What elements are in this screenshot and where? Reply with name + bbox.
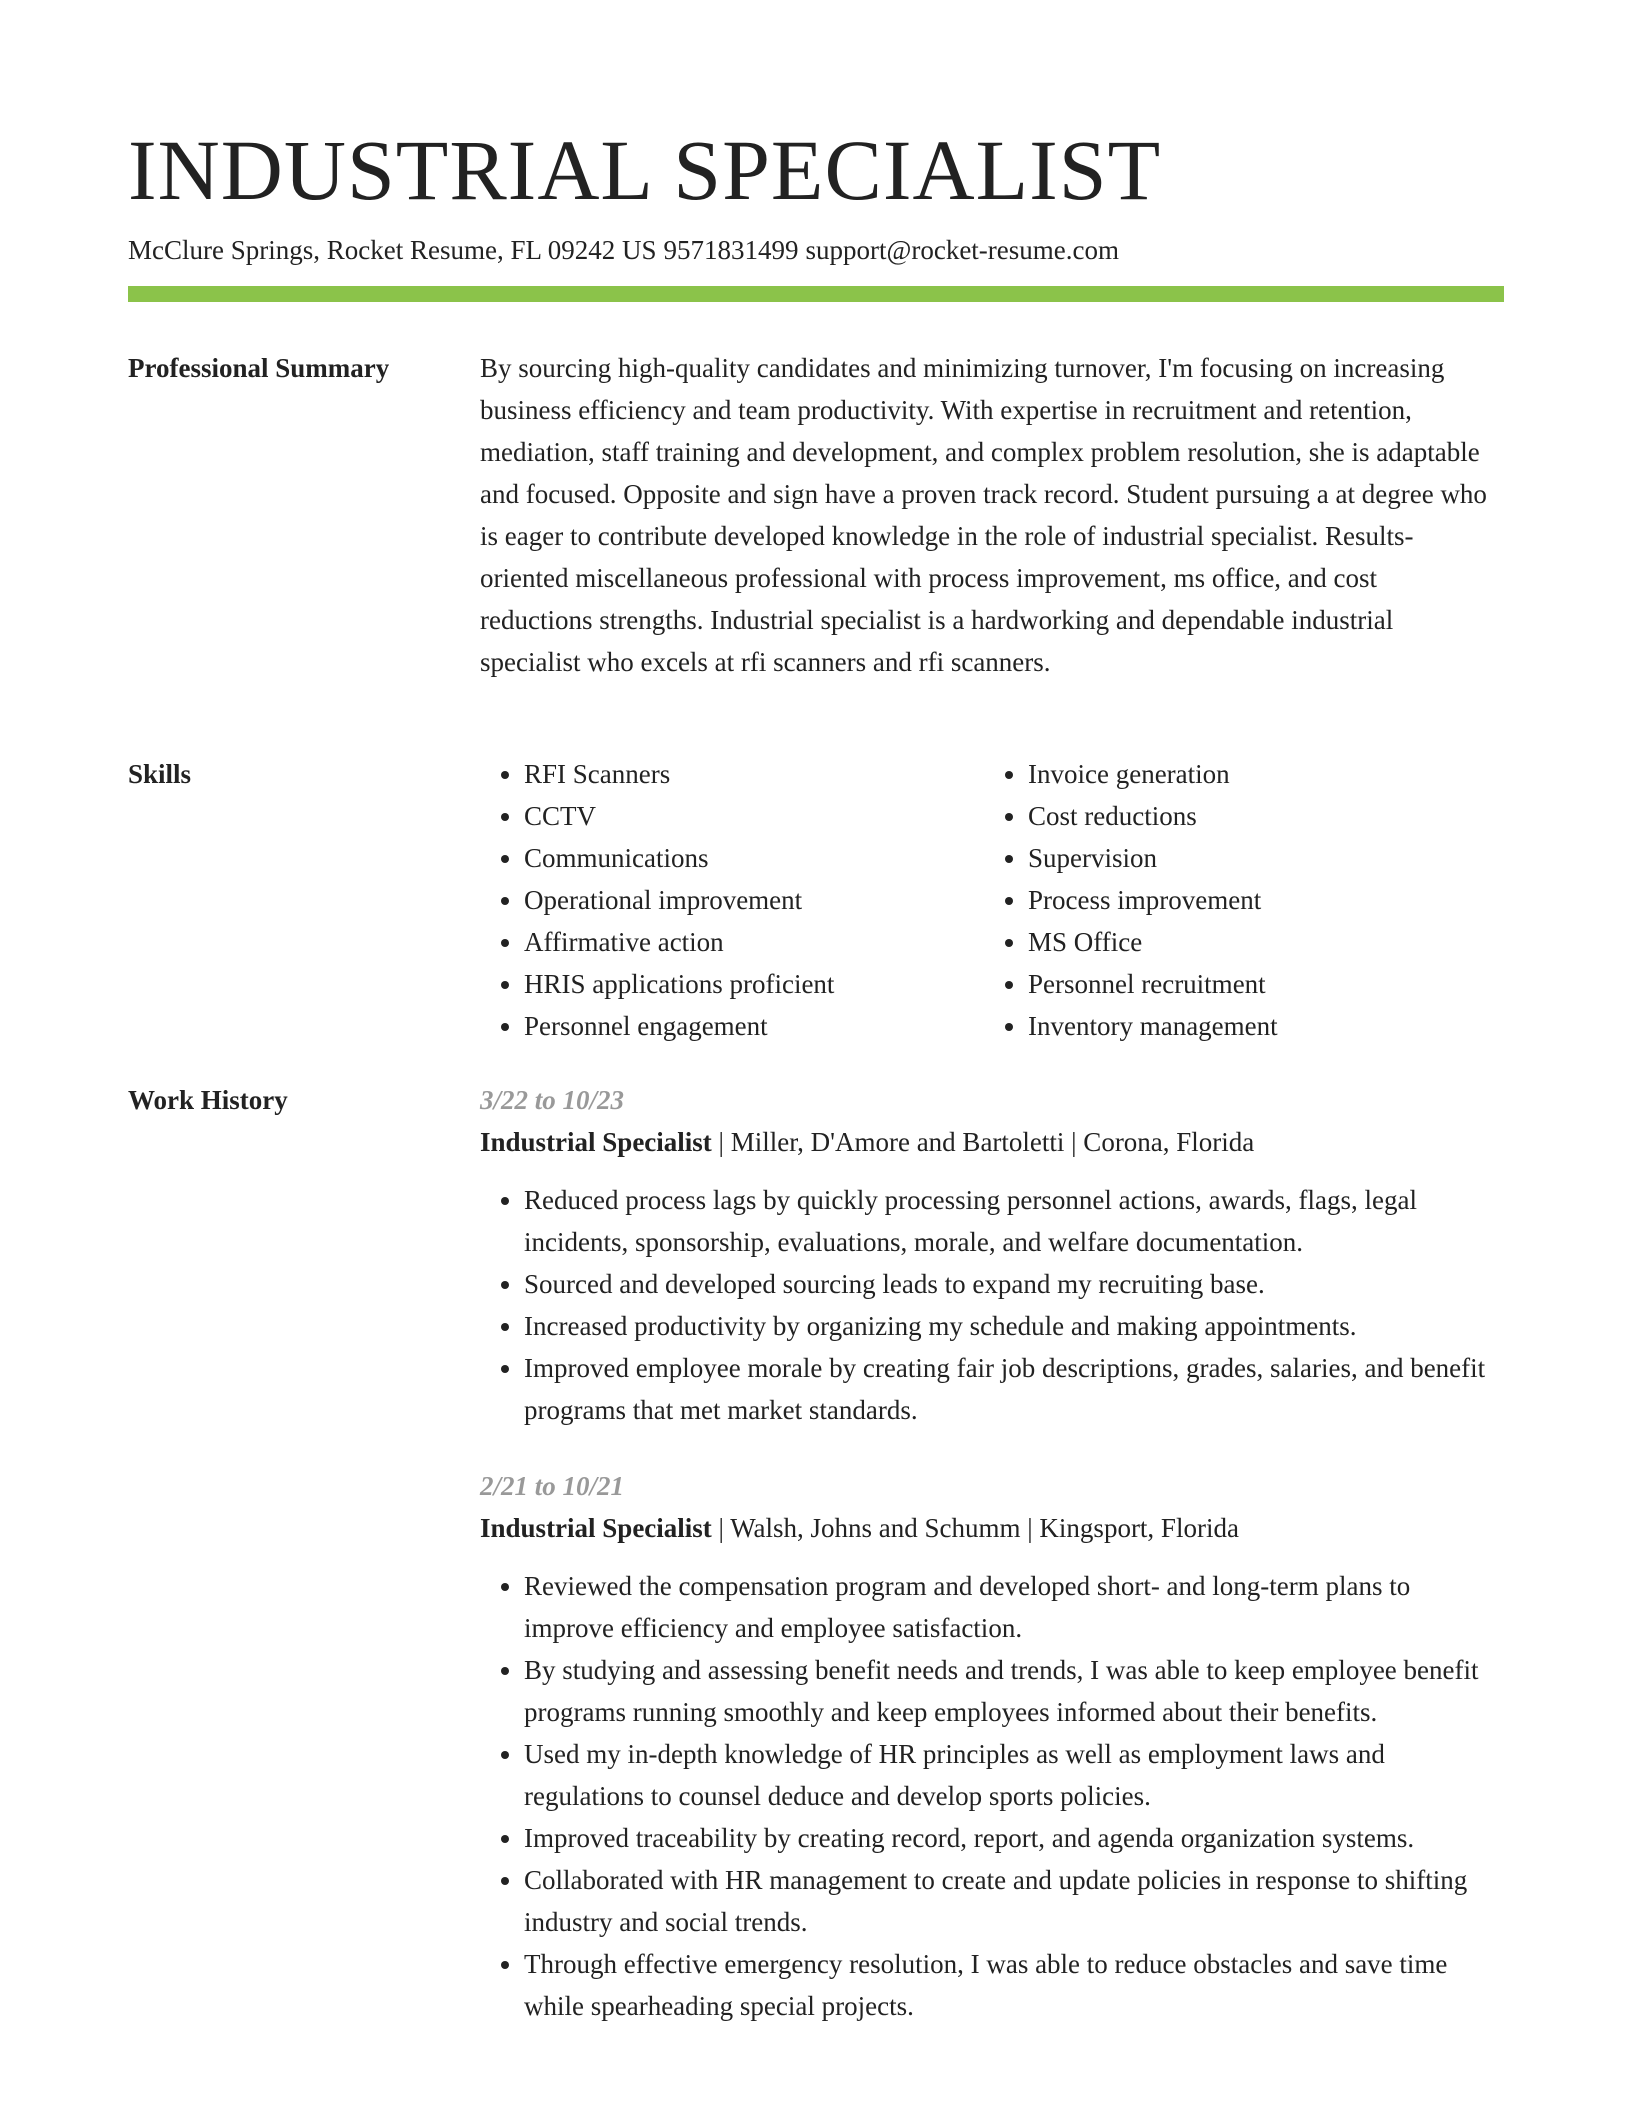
job-title-line xyxy=(480,1121,1492,1163)
skill-item: • Affirmative action xyxy=(524,921,984,963)
job-bullets xyxy=(480,1179,1492,1431)
skills-list-right xyxy=(984,753,1488,1047)
work-history-section xyxy=(128,1079,1504,2027)
skill-item: • Cost reductions xyxy=(1028,795,1488,837)
job-entry xyxy=(480,1079,1492,1431)
job-bullet: • By studying and assessing benefit needs and trends, I was able to keep employee benefit programs running smoothly and keep employees informed about their benefits. xyxy=(524,1649,1492,1733)
header-divider xyxy=(128,286,1504,302)
skill-item: • Communications xyxy=(524,837,984,879)
job-dates: 3/22 to 10/23 xyxy=(480,1085,625,1115)
skill-item: • Invoice generation xyxy=(1028,753,1488,795)
job-bullet: • Improved employee morale by creating fair job descriptions, grades, salaries, and benefit programs that met market standards. xyxy=(524,1347,1492,1431)
job-employer-location: | Miller, D'Amore and Bartoletti | Corona, Florida xyxy=(711,1127,1255,1157)
skill-item: • Supervision xyxy=(1028,837,1488,879)
job-dates: 2/21 to 10/21 xyxy=(480,1471,625,1501)
skills-columns xyxy=(480,753,1492,1047)
skill-item: • HRIS applications proficient xyxy=(524,963,984,1005)
summary-heading: Professional Summary xyxy=(128,353,390,383)
skill-item: • Operational improvement xyxy=(524,879,984,921)
job-employer-location: | Walsh, Johns and Schumm | Kingsport, Florida xyxy=(711,1513,1239,1543)
job-title-line xyxy=(480,1507,1492,1549)
resume-header xyxy=(128,118,1504,268)
skills-list-left xyxy=(480,753,984,1047)
skill-item: • Personnel recruitment xyxy=(1028,963,1488,1005)
job-entry xyxy=(480,1465,1492,2027)
skill-item: • Inventory management xyxy=(1028,1005,1488,1047)
skill-item: • Process improvement xyxy=(1028,879,1488,921)
summary-section xyxy=(128,347,1504,683)
work-history-heading: Work History xyxy=(128,1085,288,1115)
job-title: Industrial Specialist xyxy=(480,1127,712,1157)
job-bullet: • Improved traceability by creating record, report, and agenda organization systems. xyxy=(524,1817,1492,1859)
skill-item: • Personnel engagement xyxy=(524,1005,984,1047)
contact-email: support@rocket-resume.com xyxy=(805,235,1120,265)
contact-line xyxy=(128,232,1504,268)
skill-item: • CCTV xyxy=(524,795,984,837)
skills-section xyxy=(128,753,1504,1047)
job-bullets xyxy=(480,1565,1492,2027)
skill-item: • RFI Scanners xyxy=(524,753,984,795)
job-title: Industrial Specialist xyxy=(480,1513,712,1543)
job-bullet: • Reviewed the compensation program and developed short- and long-term plans to improve efficiency and employee satisfaction. xyxy=(524,1565,1492,1649)
skills-body xyxy=(480,753,1492,1047)
work-history-body xyxy=(480,1079,1492,2027)
skill-item: • MS Office xyxy=(1028,921,1488,963)
job-bullet: • Sourced and developed sourcing leads to expand my recruiting base. xyxy=(524,1263,1492,1305)
job-bullet: • Used my in-depth knowledge of HR principles as well as employment laws and regulations to counsel deduce and develop sports policies. xyxy=(524,1733,1492,1817)
contact-phone: 9571831499 xyxy=(663,235,799,265)
job-bullet: • Through effective emergency resolution, I was able to reduce obstacles and save time while spearheading special projects. xyxy=(524,1943,1492,2027)
job-bullet: • Collaborated with HR management to create and update policies in response to shifting industry and social trends. xyxy=(524,1859,1492,1943)
contact-address: McClure Springs, Rocket Resume, FL 09242 US xyxy=(128,235,657,265)
summary-body xyxy=(480,347,1492,683)
skills-heading: Skills xyxy=(128,759,192,789)
job-bullet: • Reduced process lags by quickly processing personnel actions, awards, flags, legal incidents, sponsorship, evaluations, morale, and welfare documentation. xyxy=(524,1179,1492,1263)
summary-text: By sourcing high-quality candidates and minimizing turnover, I'm focusing on increasing business efficiency and team productivity. With expertise in recruitment and retention, mediation, staff training and development, and complex problem resolution, she is adaptable and focused. Opposite and sign have a proven track record. Student pursuing a at degree who is eager to contribute developed knowledge in the role of industrial specialist. Results-oriented miscellaneous professional with process improvement, ms office, and cost reductions strengths. Industrial specialist is a hardworking and dependable industrial specialist who excels at rfi scanners and rfi scanners. xyxy=(480,353,1487,677)
resume-name: INDUSTRIAL SPECIALIST xyxy=(128,122,1162,218)
job-bullet: • Increased productivity by organizing my schedule and making appointments. xyxy=(524,1305,1492,1347)
